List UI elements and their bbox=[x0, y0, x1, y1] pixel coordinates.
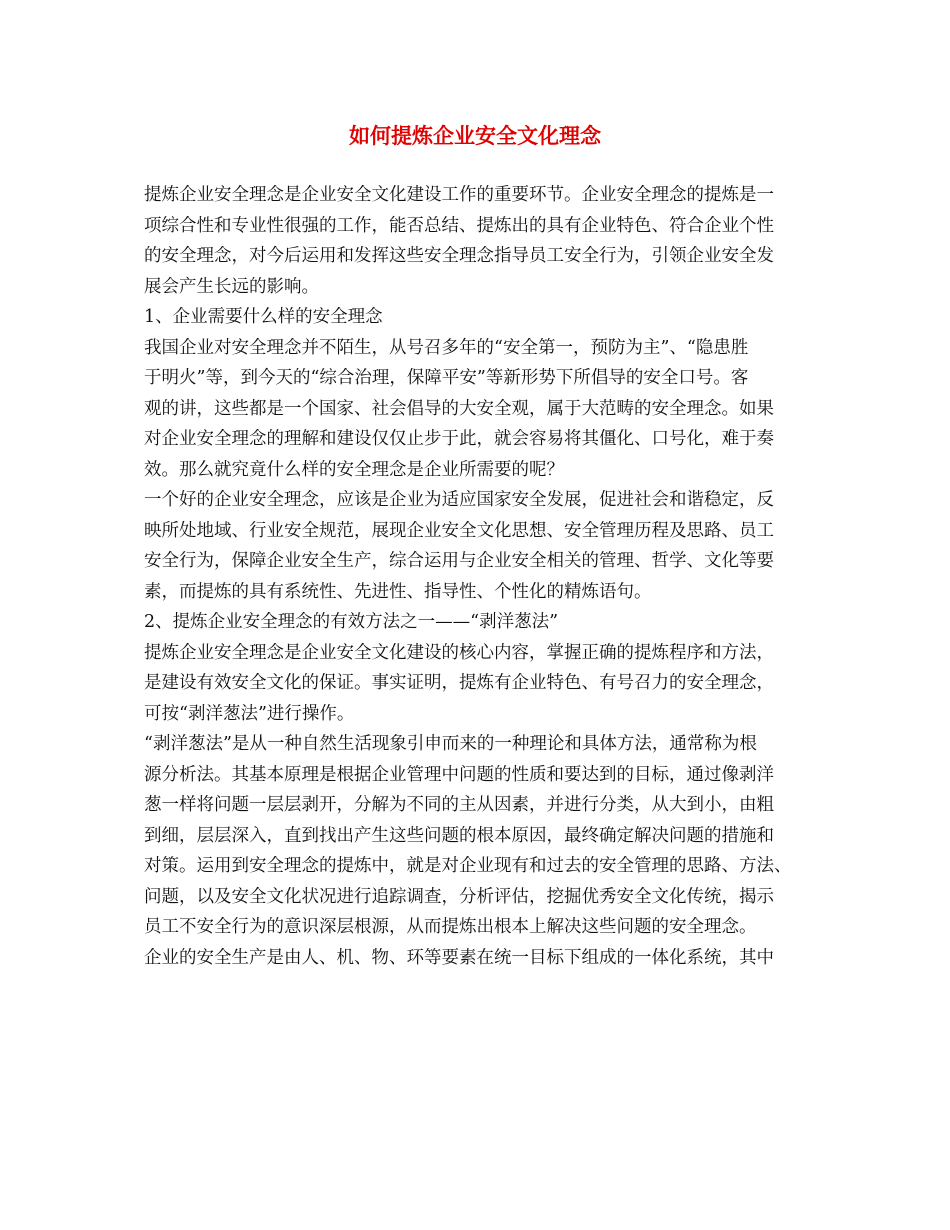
text-line: 到细，层层深入，直到找出产生这些问题的根本原因，最终确定解决问题的措施和 bbox=[144, 825, 774, 846]
text-line: 对策。运用到安全理念的提炼中，就是对企业现有和过去的安全管理的思路、方法、 bbox=[144, 856, 792, 876]
text-line: 企业的安全生产是由人、机、物、环等要素在统一目标下组成的一体化系统，其中 bbox=[144, 947, 774, 968]
text-line: 提炼企业安全理念是企业安全文化建设工作的重要环节。企业安全理念的提炼是一 bbox=[144, 185, 774, 205]
text-line: 可按“剥洋葱法”进行操作。 bbox=[144, 703, 355, 724]
text-line: 我国企业对安全理念并不陌生，从号召多年的“安全第一，预防为主”、“隐患胜 bbox=[144, 337, 749, 358]
text-line: 映所处地域、行业安全规范，展现企业安全文化思想、安全管理历程及思路、员工 bbox=[144, 520, 774, 541]
section-heading-2: 2、提炼企业安全理念的有效方法之一——“剥洋葱法” bbox=[144, 612, 559, 632]
text-line: 问题，以及安全文化状况进行追踪调查，分析评估，挖掘优秀安全文化传统，揭示 bbox=[144, 886, 774, 907]
text-line: 员工不安全行为的意识深层根源，从而提炼出根本上解决这些问题的安全理念。 bbox=[144, 917, 757, 937]
text-line: 展会产生长远的影响。 bbox=[144, 276, 319, 297]
text-line: 素，而提炼的具有系统性、先进性、指导性、个性化的精炼语句。 bbox=[144, 581, 652, 602]
text-line: 一个好的企业安全理念，应该是企业为适应国家安全发展，促进社会和谐稳定，反 bbox=[144, 490, 774, 510]
text-line: 观的讲，这些都是一个国家、社会倡导的大安全观，属于大范畴的安全理念。如果 bbox=[144, 398, 774, 419]
text-line: “剥洋葱法”是从一种自然生活现象引申而来的一种理论和具体方法，通常称为根 bbox=[144, 734, 757, 754]
section-heading-1: 1、企业需要什么样的安全理念 bbox=[144, 307, 383, 327]
text-line: 项综合性和专业性很强的工作，能否总结、提炼出的具有企业特色、符合企业个性 bbox=[144, 215, 774, 236]
document-title: 如何提炼企业安全文化理念 bbox=[349, 123, 601, 148]
text-line: 葱一样将问题一层层剥开，分解为不同的主从因素，并进行分类，从大到小，由粗 bbox=[144, 795, 774, 815]
text-line: 对企业安全理念的理解和建设仅仅止步于此，就会容易将其僵化、口号化，难于奏 bbox=[144, 429, 774, 449]
text-line: 安全行为，保障企业安全生产，综合运用与企业安全相关的管理、哲学、文化等要 bbox=[144, 551, 774, 571]
text-line: 是建设有效安全文化的保证。事实证明，提炼有企业特色、有号召力的安全理念， bbox=[144, 673, 774, 693]
text-line: 提炼企业安全理念是企业安全文化建设的核心内容，掌握正确的提炼程序和方法， bbox=[144, 642, 774, 663]
document-body bbox=[144, 180, 824, 973]
text-line: 源分析法。其基本原理是根据企业管理中问题的性质和要达到的目标，通过像剥洋 bbox=[144, 764, 774, 785]
text-line: 的安全理念，对今后运用和发挥这些安全理念指导员工安全行为，引领企业安全发 bbox=[144, 246, 774, 266]
text-line: 效。那么就究竟什么样的安全理念是企业所需要的呢？ bbox=[144, 459, 564, 480]
text-line: 于明火”等，到今天的“综合治理，保障平安”等新形势下所倡导的安全口号。客 bbox=[144, 368, 749, 388]
